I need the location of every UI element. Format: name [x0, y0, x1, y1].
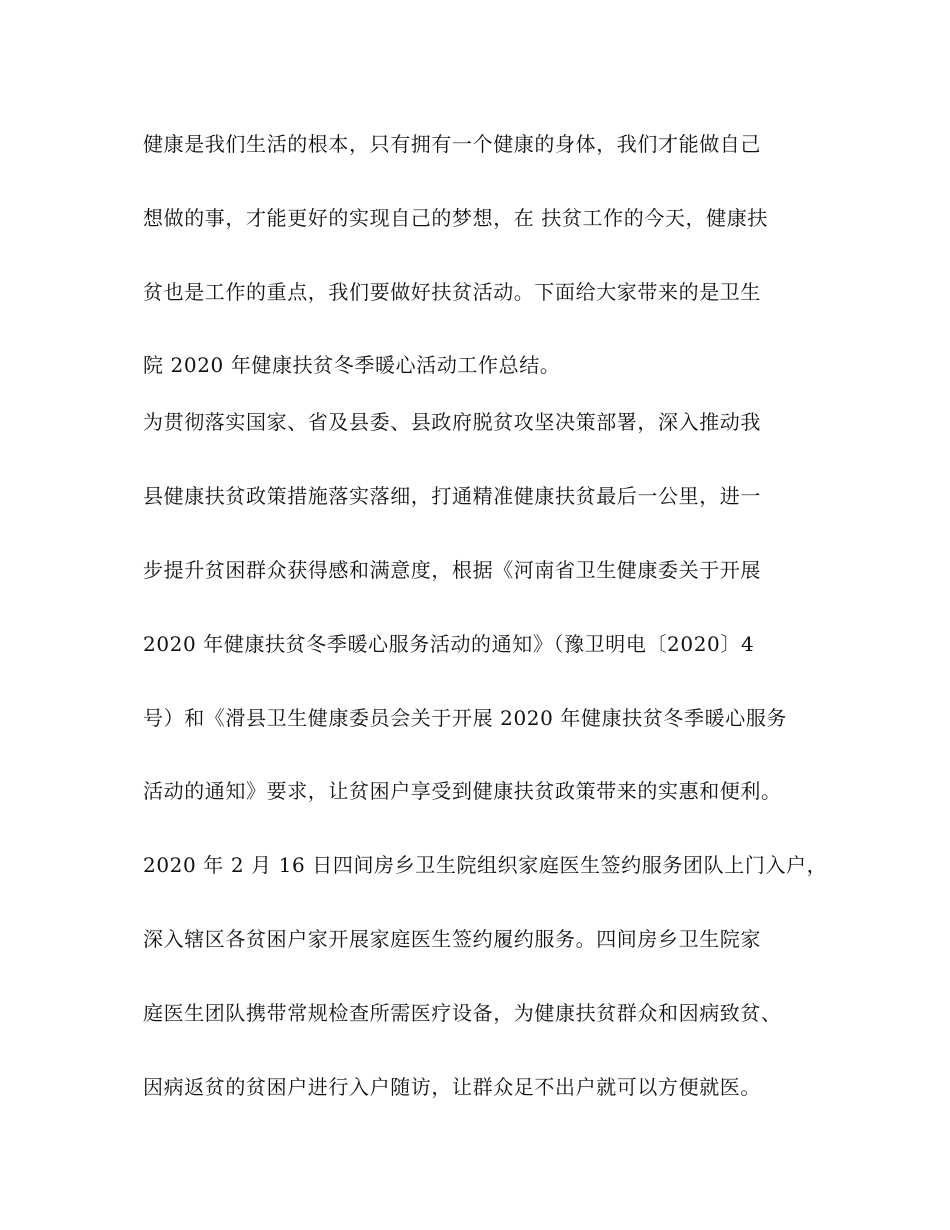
paragraph-1-line-3: 贫也是工作的重点，我们要做好扶贫活动。下面给大家带来的是卫生	[143, 280, 761, 304]
paragraph-2-line-5: 号）和《滑县卫生健康委员会关于开展 2020 年健康扶贫冬季暖心服务	[143, 706, 788, 730]
paragraph-2-line-2: 县健康扶贫政策措施落实落细，打通精准健康扶贫最后一公里，进一	[143, 484, 761, 508]
paragraph-1-line-2: 想做的事，才能更好的实现自己的梦想，在 扶贫工作的今天，健康扶	[143, 206, 768, 230]
paragraph-2-line-1: 为贯彻落实国家、省及县委、县政府脱贫攻坚决策部署，深入推动我	[143, 410, 761, 434]
paragraph-3-line-3: 庭医生团队携带常规检查所需医疗设备，为健康扶贫群众和因病致贫、	[143, 1001, 782, 1025]
paragraph-1-line-1: 健康是我们生活的根本，只有拥有一个健康的身体，我们才能做自己	[143, 132, 761, 156]
paragraph-3-line-1: 2020 年 2 月 16 日四间房乡卫生院组织家庭医生签约服务团队上门入户，	[143, 853, 828, 877]
paragraph-2-line-6: 活动的通知》要求，让贫困户享受到健康扶贫政策带来的实惠和便利。	[143, 779, 782, 803]
paragraph-2-line-3: 步提升贫困群众获得感和满意度，根据《河南省卫生健康委关于开展	[143, 558, 761, 582]
paragraph-2-line-4: 2020 年健康扶贫冬季暖心服务活动的通知》（豫卫明电〔2020〕4	[143, 632, 755, 656]
paragraph-3-line-4: 因病返贫的贫困户进行入户随访，让群众足不出户就可以方便就医。	[143, 1075, 761, 1099]
paragraph-3-line-2: 深入辖区各贫困户家开展家庭医生签约履约服务。四间房乡卫生院家	[143, 927, 761, 951]
paragraph-1-line-4: 院 2020 年健康扶贫冬季暖心活动工作总结。	[143, 353, 561, 377]
